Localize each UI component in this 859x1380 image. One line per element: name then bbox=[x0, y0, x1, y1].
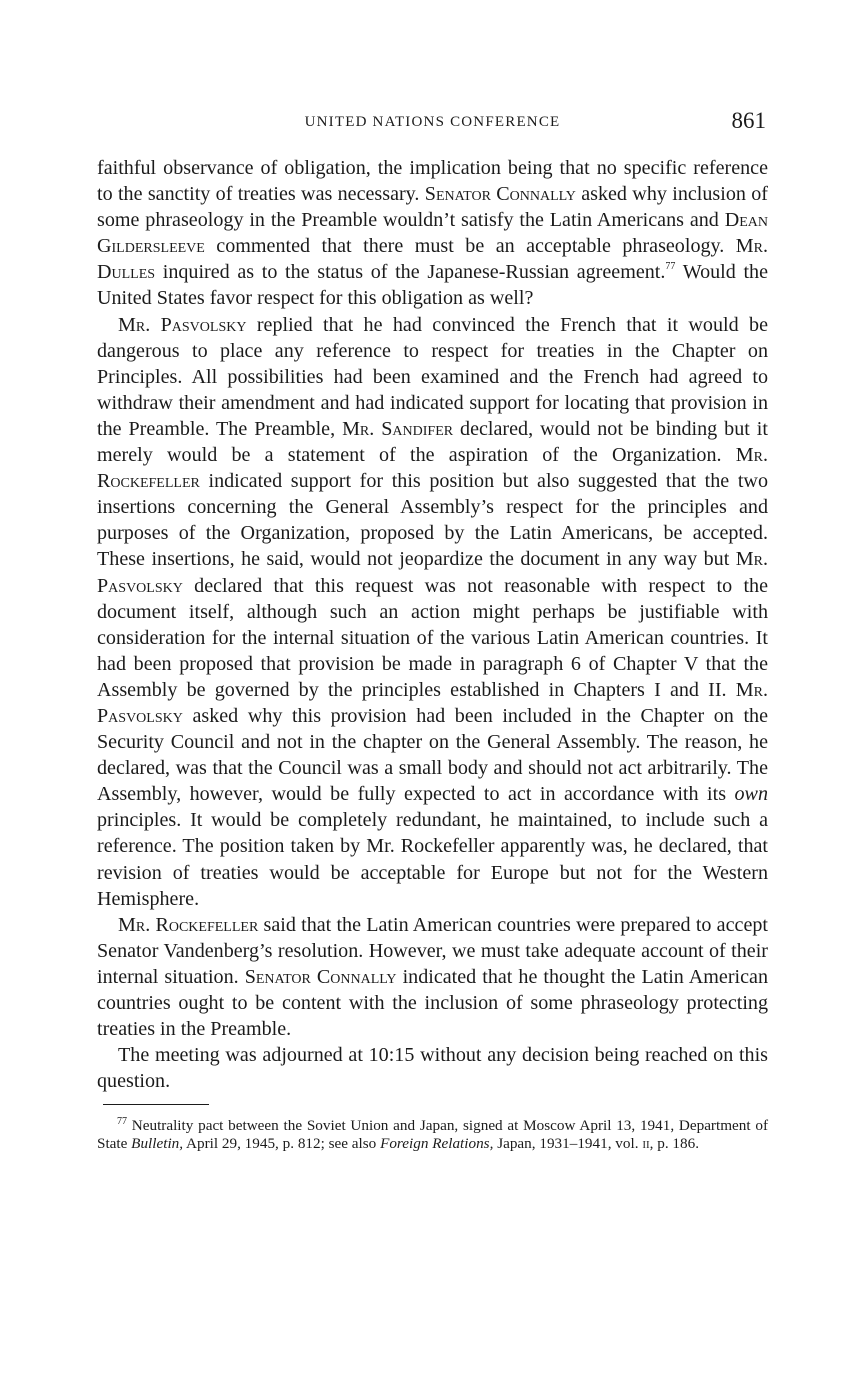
text-run: declared, would not be binding but it merely would be a statement of the aspiration of the Organization. bbox=[97, 417, 768, 467]
speaker-name: Mr. Rockefeller bbox=[97, 444, 768, 493]
speaker-name: Mr. Sandifer bbox=[342, 417, 454, 440]
emphasis: own bbox=[734, 783, 768, 806]
text-run: Neutrality pact between the Soviet Union and Japan, signed at Moscow April 13, 1941, Department of State bbox=[97, 1117, 768, 1152]
speaker-name: Mr. Pasvolsky bbox=[118, 313, 247, 336]
text-run: asked why this provision had been included in the Chapter on the Security Council and not in the chapter on the General Assembly. The reason, he declared, was that the Council was a small body and should not act arbitrarily. The Assembly, however, would be fully expected to act in accordance with its bbox=[97, 704, 768, 806]
text-run: declared that this request was not reasonable with respect to the document itself, although such an action might perhaps be justifiable with consideration for the internal situation of the various Latin American countries. It had been proposed that provision be made in paragraph 6 of Chapter V that the Assembly be governed by the principles established in Chapters I and II. bbox=[97, 574, 768, 701]
running-head bbox=[97, 108, 768, 140]
emphasis: Bulletin, bbox=[131, 1134, 184, 1152]
text-run: faithful observance of obligation, the implication being that no specific reference to the sanctity of treaties was necessary. bbox=[97, 157, 768, 206]
speaker-name: Dean Gildersleeve bbox=[97, 209, 768, 258]
paragraph-1 bbox=[97, 155, 768, 312]
running-title: UNITED NATIONS CONFERENCE bbox=[304, 114, 561, 130]
body-text bbox=[97, 155, 768, 1094]
text-run: inquired as to the status of the Japanese-Russian agreement. bbox=[155, 261, 666, 284]
text-run: Japan, 1931–1941, vol. bbox=[493, 1134, 643, 1152]
speaker-name: Mr. Pasvolsky bbox=[97, 678, 768, 727]
text-run: asked why inclusion of some phraseology in the Preamble wouldn’t satisfy the Latin Americans and bbox=[97, 183, 768, 232]
text-run: , p. 186. bbox=[649, 1134, 699, 1152]
text-run: The meeting was adjourned at 10:15 without any decision being reached on this question. bbox=[97, 1044, 768, 1093]
speaker-name: Senator Connally bbox=[244, 965, 397, 988]
document-page bbox=[97, 108, 768, 1152]
speaker-name: Senator Connally bbox=[424, 183, 576, 206]
speaker-name: Mr. Dulles bbox=[97, 235, 768, 284]
text-run: indicated support for this position but also suggested that the two insertions concerning the General Assembly’s respect for the principles and purposes of the Organization, proposed by the Latin Americans, be accepted. These insertions, he said, would not jeopardize the document in any way but bbox=[97, 470, 768, 571]
text-run: Would the United States favor respect for this obligation as well? bbox=[97, 261, 769, 310]
footnote bbox=[97, 1117, 768, 1152]
footnote-reference[interactable]: 77 bbox=[665, 261, 676, 273]
volume-numeral: ii bbox=[642, 1134, 650, 1152]
speaker-name: Mr. Pasvolsky bbox=[97, 548, 768, 597]
text-run: commented that there must be an acceptable phraseology. bbox=[204, 235, 736, 258]
speaker-name: Mr. Rockefeller bbox=[118, 913, 259, 936]
emphasis: Foreign Relations, bbox=[380, 1134, 494, 1152]
paragraph-3 bbox=[97, 912, 768, 1042]
text-run: indicated that he thought the Latin American countries ought to be content with the inclusion of some phraseology protecting treaties in the Preamble. bbox=[97, 965, 768, 1041]
text-run: said that the Latin American countries were prepared to accept Senator Vandenberg’s resolution. However, we must take adequate account of their internal situation. bbox=[97, 913, 768, 988]
paragraph-2 bbox=[97, 312, 768, 912]
footnote-marker: 77 bbox=[117, 1116, 127, 1128]
paragraph-4 bbox=[97, 1042, 768, 1094]
text-run: April 29, 1945, p. 812; see also bbox=[183, 1134, 381, 1152]
text-run: principles. It would be completely redundant, he maintained, to include such a reference. The position taken by Mr. Rockefeller apparently was, he declared, that revision of treaties would be acceptable for Europe but not for the Western Hemisphere. bbox=[97, 809, 768, 910]
page-number: 861 bbox=[731, 108, 766, 133]
text-run: replied that he had convinced the French that it would be dangerous to place any reference to respect for treaties in the Chapter on Principles. All possibilities had been examined and the French had agreed to withdraw their amendment and had indicated support for locating that provision in the Preamble. The Preamble, bbox=[97, 313, 768, 440]
